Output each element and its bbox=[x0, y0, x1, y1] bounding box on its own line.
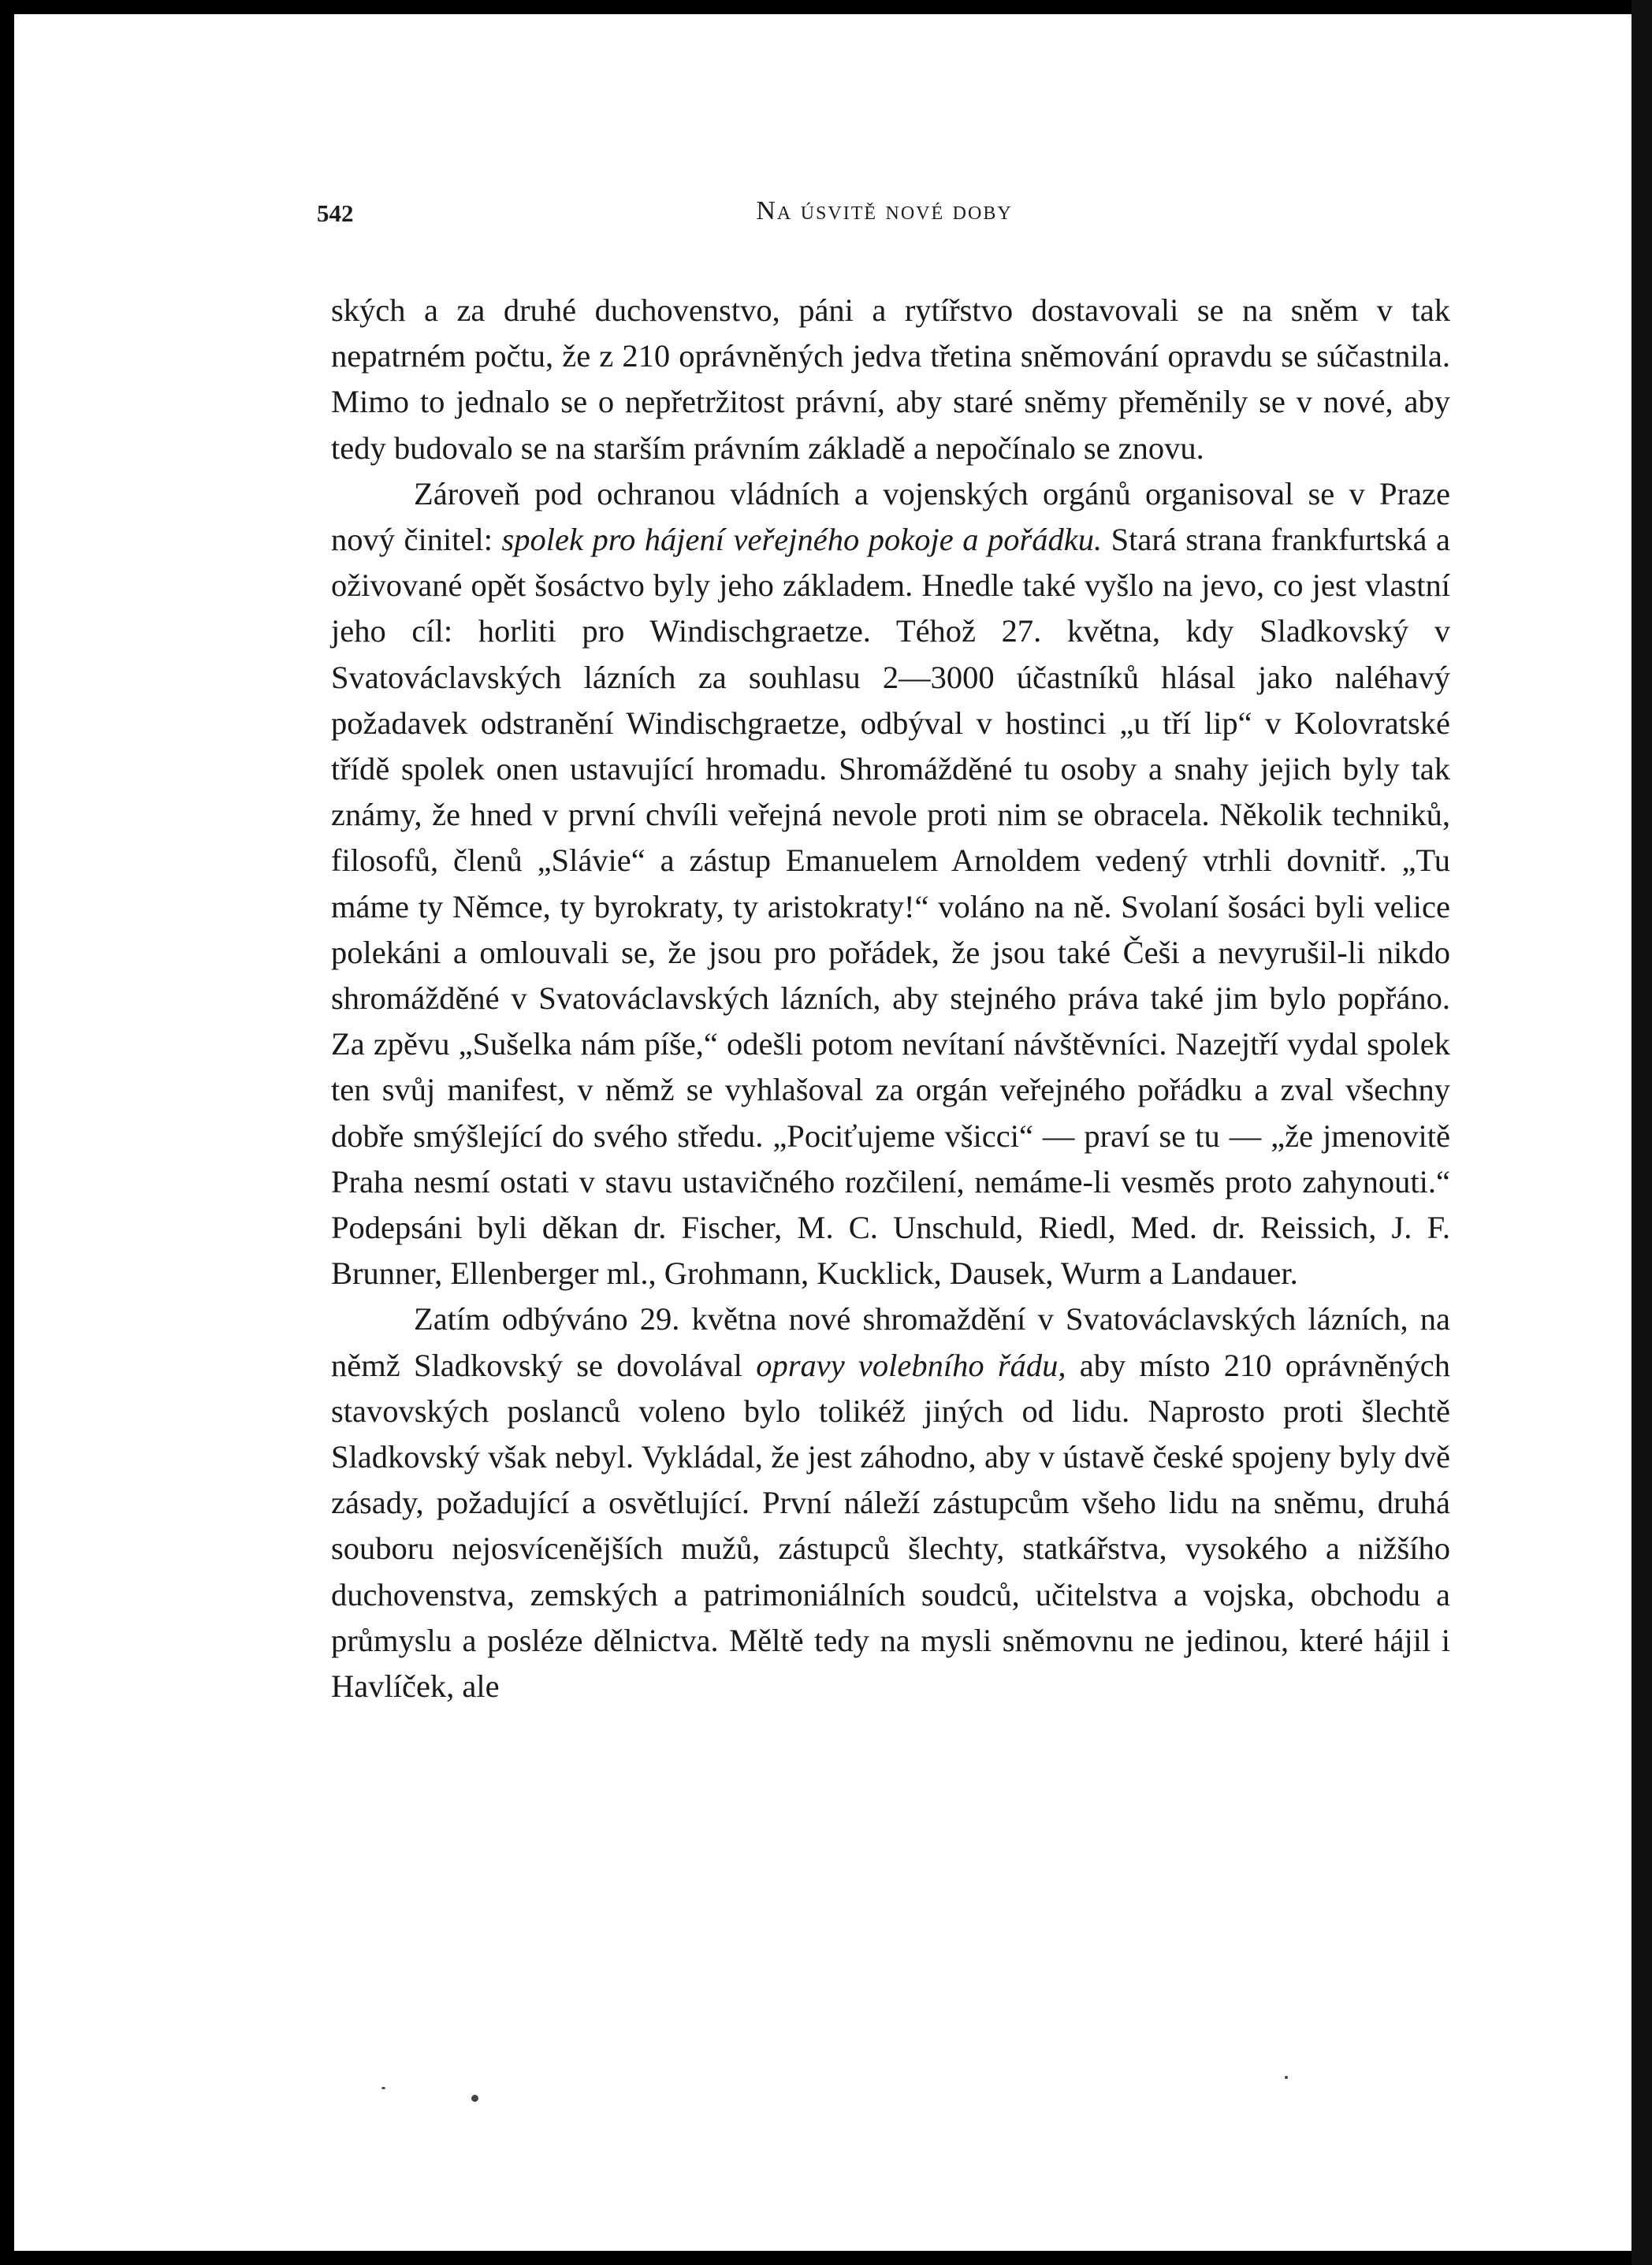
paragraph bbox=[331, 1296, 1450, 1709]
scan-speck bbox=[381, 2087, 385, 2089]
italic-run: opravy volebního řádu, bbox=[756, 1347, 1066, 1383]
scan-edge bbox=[1632, 0, 1652, 2265]
text-run: aby místo 210 oprávněných stavovských poslanců voleno bylo tolikéž jiných od lidu. Naprosto proti šlechtě Sladkovský však nebyl. Vykládal, že jest záhodno, aby v ústavě české spojeny byly dvě zásady, požadující a osvětlující. První náleží zástupcům všeho lidu na sněmu, druhá souboru nejosvícenějších mužů, zástupců šlechty, statkářstva, vysokého a nižšího duchovenstva, zemských a patrimoniálních soudců, učitelstva a vojska, obchodu a průmyslu a posléze dělnictva. Měltě tedy na mysli sněmovnu ne jedinou, které hájil i Havlíček, ale bbox=[331, 1347, 1450, 1705]
text-run: ských a za druhé duchovenstvo, páni a rytířstvo dostavovali se na sněm v tak nepatrném počtu, že z 210 oprávněných jedva třetina sněmování opravdu se súčastnila. Mimo to jednalo se o nepřetržitost právní, aby staré sněmy přeměnily se v nové, aby tedy budovalo se na starším právním základě a nepočínalo se znovu. bbox=[331, 292, 1450, 466]
page-number: 542 bbox=[317, 199, 354, 227]
text-run: Zároveň pod ochranou vládních a vojenských orgánů organisoval se v Praze nový činitel: bbox=[331, 475, 1450, 558]
italic-run: spolek pro hájení veřejného pokoje a pořádku. bbox=[501, 522, 1103, 558]
scan-speck bbox=[1285, 2076, 1288, 2079]
paragraph bbox=[331, 471, 1450, 1297]
page-header bbox=[317, 193, 1452, 240]
paragraph bbox=[331, 288, 1450, 471]
text-run: Stará strana frankfurtská a oživované opět šosáctvo byly jeho základem. Hnedle také vyšlo na jevo, co jest vlastní jeho cíl: horliti pro Windischgraetze. Téhož 27. května, kdy Sladkovský v Svatováclavských lázních za souhlasu 2—3000 účastníků hlásal jako naléhavý požadavek odstranění Windischgraetze, odbýval v hostinci „u tří lip“ v Kolovratské třídě spolek onen ustavující hromadu. Shromážděné tu osoby a snahy jejich byly tak známy, že hned v první chvíli veřejná nevole proti nim se obracela. Několik techniků, filosofů, členů „Slávie“ a zástup Emanuelem Arnoldem vedený vtrhli dovnitř. „Tu máme ty Němce, ty byrokraty, ty aristokraty!“ voláno na ně. Svolaní šosáci byli velice polekáni a omlouvali se, že jsou pro pořádek, že jsou také Češi a nevyrušil-li nikdo shromážděné v Svatováclavských lázních, aby stejného práva také jim bylo popřáno. Za zpěvu „Sušelka nám píše,“ odešli potom nevítaní návštěvníci. Nazejtří vydal spolek ten svůj manifest, v němž se vyhlašoval za orgán veřejného pořádku a zval všechny dobře smýšlející do svého středu. „Pociťujeme všicci“ — praví se tu — „že jmenovitě Praha nesmí ostati v stavu ustavičného rozčilení, nemáme-li vesměs proto zahynouti.“ Podepsáni byli děkan dr. Fischer, M. C. Unschuld, Riedl, Med. dr. Reissich, J. F. Brunner, Ellenberger ml., Grohmann, Kucklick, Dausek, Wurm a Landauer. bbox=[331, 522, 1450, 1292]
scan-speck bbox=[471, 2095, 478, 2102]
body-text bbox=[331, 288, 1450, 1709]
running-title: Na úsvitě nové doby bbox=[756, 196, 1013, 225]
text-run: Zatím odbýváno 29. května nové shromaždění v Svatováclavských lázních, na němž Sladkovský se dovolával bbox=[331, 1301, 1450, 1383]
